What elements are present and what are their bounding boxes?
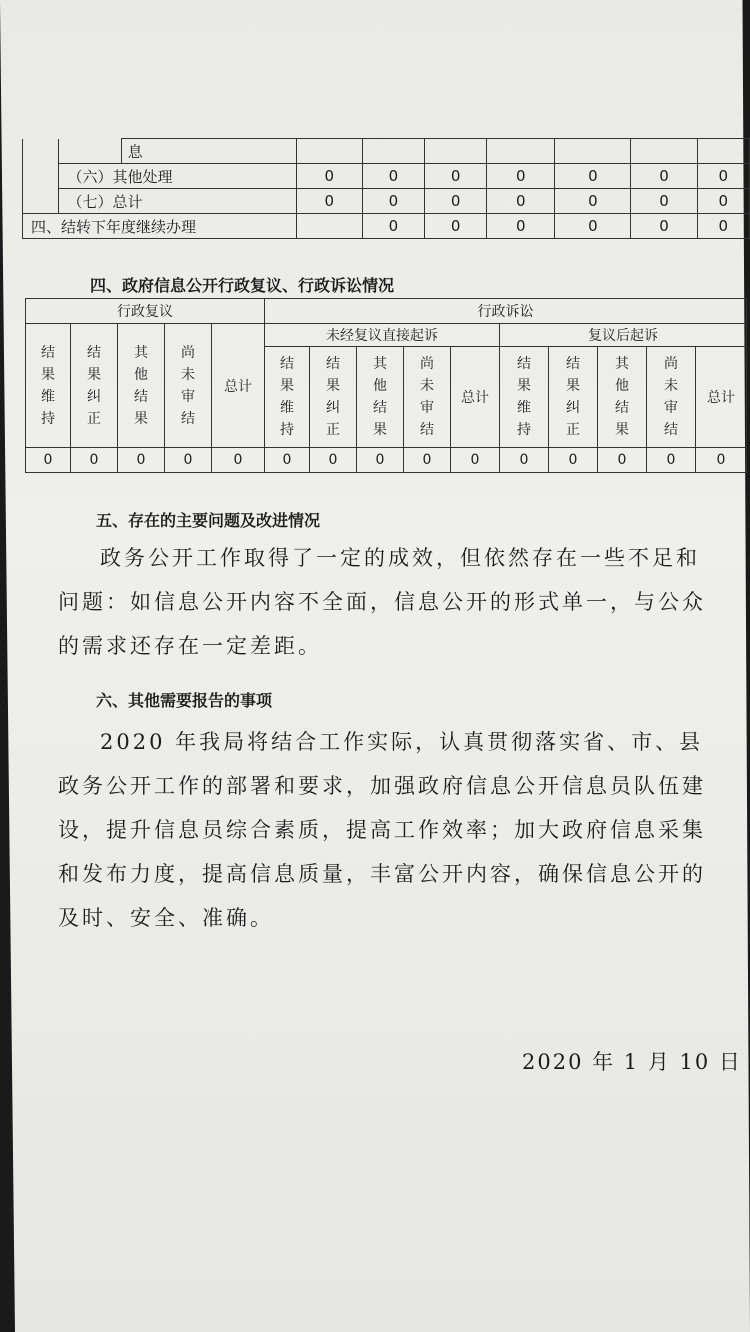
section5-paragraph: 政务公开工作取得了一定的成效，但依然存在一些不足和问题：如信息公开内容不全面，信息公开的形式单一，与公众的需求还存在一定差距。 bbox=[58, 546, 706, 658]
admin-review-header: 行政复议 bbox=[26, 299, 265, 324]
col-label: 结 果 纠 正 bbox=[71, 324, 118, 448]
col-label: 尚 未 审 结 bbox=[647, 347, 696, 448]
table-row: 四、结转下年度继续办理 0 0 0 0 0 0 bbox=[23, 214, 750, 239]
col-label: 尚 未 审 结 bbox=[404, 347, 451, 448]
direct-suit-header: 未经复议直接起诉 bbox=[265, 324, 500, 347]
table-row bbox=[23, 139, 750, 164]
row-label: 息 bbox=[121, 139, 296, 164]
col-label: 结 果 维 持 bbox=[26, 324, 71, 448]
table-row bbox=[26, 299, 747, 324]
review-litigation-table bbox=[25, 298, 747, 473]
section4-heading: 四、政府信息公开行政复议、行政诉讼情况 bbox=[90, 276, 395, 295]
col-label: 总计 bbox=[212, 324, 265, 448]
col-label: 总计 bbox=[696, 347, 747, 448]
col-label: 其 他 结 果 bbox=[357, 347, 404, 448]
document-date: 2020 年 1 月 10 日 bbox=[522, 1050, 742, 1074]
section6-heading: 六、其他需要报告的事项 bbox=[96, 691, 273, 710]
section6-paragraph: 2020 年我局将结合工作实际，认真贯彻落实省、市、县政务公开工作的部署和要求，加强政府信息公开信息员队伍建设，提升信息员综合素质，提高工作效率；加大政府信息采集和发布力度，提高信息质量，丰富公开内容，确保信息公开的及时、安全、准确。 bbox=[58, 730, 706, 930]
col-label: 尚 未 审 结 bbox=[165, 324, 212, 448]
col-label: 其 他 结 果 bbox=[598, 347, 647, 448]
section5-heading: 五、存在的主要问题及改进情况 bbox=[96, 511, 321, 530]
after-review-suit-header: 复议后起诉 bbox=[500, 324, 747, 347]
row-label: （六）其他处理 bbox=[59, 164, 296, 189]
row-label: 四、结转下年度继续办理 bbox=[23, 214, 297, 239]
col-label: 结 果 纠 正 bbox=[310, 347, 357, 448]
table-row bbox=[26, 324, 747, 347]
col-label: 结 果 维 持 bbox=[265, 347, 310, 448]
col-label: 结 果 纠 正 bbox=[549, 347, 598, 448]
table-row: （六）其他处理 0 0 0 0 0 0 0 bbox=[23, 164, 750, 189]
row-label: （七）总计 bbox=[59, 189, 296, 214]
admin-litigation-header: 行政诉讼 bbox=[265, 299, 747, 324]
table-row: 0 0 0 0 0 0 0 0 0 0 0 0 0 0 0 bbox=[26, 448, 747, 473]
col-label: 结 果 维 持 bbox=[500, 347, 549, 448]
disposal-table-fragment bbox=[22, 138, 750, 239]
col-label: 其 他 结 果 bbox=[118, 324, 165, 448]
col-label: 总计 bbox=[451, 347, 500, 448]
table-row: （七）总计 0 0 0 0 0 0 0 bbox=[23, 189, 750, 214]
